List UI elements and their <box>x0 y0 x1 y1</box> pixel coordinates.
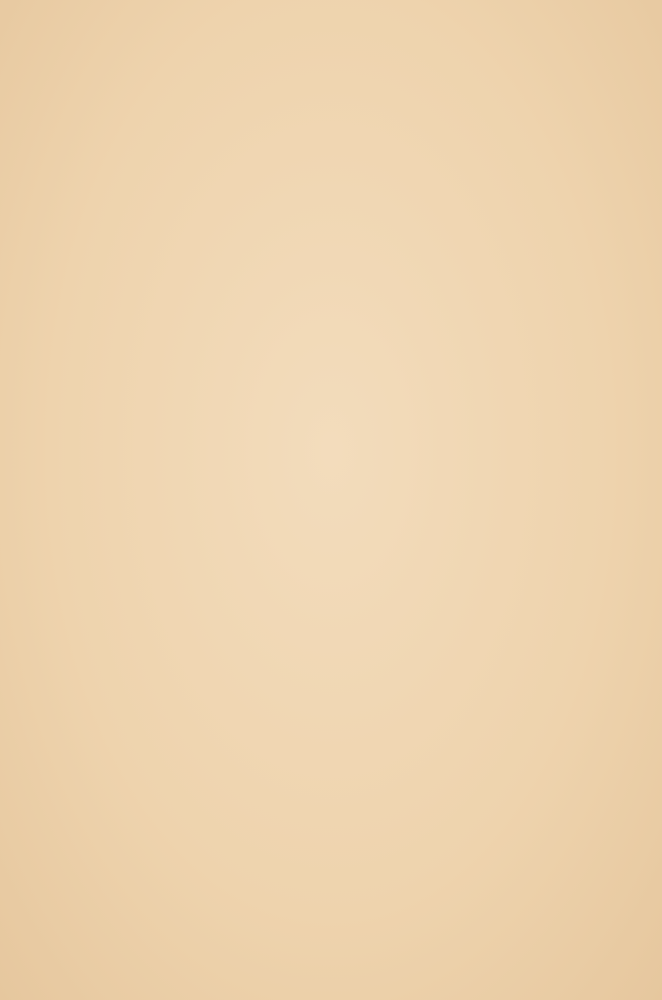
page-header <box>566 68 570 87</box>
